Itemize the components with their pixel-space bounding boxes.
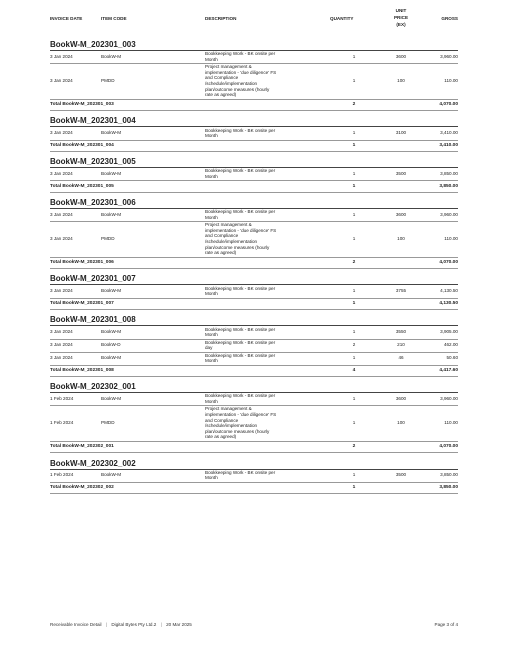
gross-cell: 110.00 [444,420,458,426]
unit-price-cell: 3600 [395,396,407,402]
row-divider [50,257,458,258]
description-line: Project management & [205,64,252,70]
gross-cell: 50.60 [446,355,458,361]
description-line: /schedule/implementation [205,239,258,245]
description-line: plan/outcome measures (hourly [205,428,270,434]
description-cell [205,470,309,481]
table-row [50,393,458,404]
quantity-cell: 1 [352,329,356,335]
description-line: Bookkeeping Work - BK onsite per [205,285,276,291]
row-divider [50,110,458,111]
table-row [50,222,458,256]
quantity-cell: 1 [352,78,356,84]
unit-price-cell: 3600 [395,53,407,59]
footer-report-name: Receivable Invoice Detail [50,622,102,627]
gross-cell: 3,850.00 [440,472,458,478]
group-total-label: Total BookW-M_202301_008 [50,367,114,373]
group-total-gross: 3,410.00 [439,142,458,148]
footer-date: 20 Mar 2025 [166,622,192,627]
footer-separator: | [160,622,162,627]
invoice-group-title: BookW-M_202301_005 [50,157,136,167]
table-row [50,64,458,98]
item-code-cell: PMDD [101,78,115,84]
invoice-date-cell: 3 Jan 2024 [50,355,73,361]
unit-price-cell: 210 [397,342,405,348]
description-line: Project management & [205,406,252,412]
group-total-gross: 3,850.00 [439,485,458,491]
item-code-cell: BookW-M [101,329,122,335]
gross-cell: 462.00 [443,342,458,348]
description-line: Project management & [205,222,252,228]
header-item-code: ITEM CODE [101,16,127,21]
group-total-quantity: 2 [352,444,356,450]
row-divider [50,376,458,377]
group-total-label: Total BookW-M_202301_005 [50,183,114,189]
unit-price-cell: 3500 [395,472,407,478]
group-total-quantity: 1 [352,142,356,148]
description-line: Month [205,398,218,404]
item-code-cell: PMDD [101,236,115,242]
description-line: and Compliance [205,417,239,423]
unit-price-cell: 3100 [395,130,407,136]
description-cell [205,222,309,256]
quantity-cell: 1 [352,171,356,177]
description-line: implementation - 'due diligence' FS [205,411,277,417]
description-cell [205,406,309,440]
item-code-cell: PMDD [101,420,115,426]
table-row [50,286,458,297]
description-line: rate as agreed) [205,92,237,98]
group-total-label: Total BookW-M_202301_004 [50,142,114,148]
description-line: and Compliance [205,233,239,239]
description-line: Bookkeeping Work - BK onsite per [205,469,276,475]
description-cell [205,353,309,364]
quantity-cell: 1 [352,420,356,426]
description-line: and Compliance [205,75,239,81]
invoice-group-title: BookW-M_202301_006 [50,198,136,208]
description-line: Bookkeeping Work - BK onsite per [205,51,276,57]
invoice-date-cell: 1 Feb 2024 [50,396,74,402]
item-code-cell: BookW-M [101,396,122,402]
description-line: Bookkeeping Work - BK onsite per [205,168,276,174]
header-unit-price-line3: (EX) [396,22,406,27]
unit-price-cell: 3500 [395,171,407,177]
group-total-label: Total BookW-M_202302_001 [50,444,114,450]
row-divider [50,493,458,494]
row-divider [50,151,458,152]
item-code-cell: BookW-M [101,53,122,59]
description-cell [205,286,309,297]
quantity-cell: 1 [352,472,356,478]
group-total-gross: 4,417.60 [439,367,458,373]
group-total-quantity: 1 [352,183,356,189]
gross-cell: 3,410.00 [440,130,458,136]
table-row [50,128,458,139]
invoice-date-cell: 3 Jan 2024 [50,171,73,177]
footer-page-number: Page 3 of 4 [434,622,458,627]
row-divider [50,309,458,310]
group-total-quantity: 2 [352,102,356,107]
row-divider [50,268,458,269]
description-cell [205,209,309,220]
invoice-date-cell: 3 Jan 2024 [50,53,73,59]
gross-cell: 3,850.00 [440,171,458,177]
item-code-cell: BookW-M [101,212,122,218]
description-line: Month [205,56,218,62]
description-line: Bookkeeping Work - BK onsite per [205,326,276,332]
item-code-cell: BookW-M [101,355,122,361]
row-divider [50,192,458,193]
description-line: Month [205,291,218,297]
group-total-label: Total BookW-M_202301_003 [50,102,114,107]
unit-price-cell: 3550 [395,329,407,335]
row-divider [50,365,458,366]
description-cell [205,168,309,179]
invoice-date-cell: 3 Jan 2024 [50,212,73,218]
group-total-label: Total BookW-M_202301_006 [50,260,114,266]
row-divider [50,298,458,299]
table-row [50,470,458,481]
footer-company: Digital Bytes Pty Ltd.2 [111,622,157,627]
unit-price-cell: 100 [397,236,405,242]
description-line: Bookkeeping Work - BK onsite per [205,352,276,358]
table-row [50,168,458,179]
item-code-cell: BookW-M [101,472,122,478]
quantity-cell: 1 [352,288,356,294]
row-divider [50,452,458,453]
description-cell [205,340,309,351]
description-line: Bookkeeping Work - BK onsite per [205,127,276,133]
group-total-gross: 4,070.00 [439,260,458,266]
item-code-cell: BookW-D [101,342,121,348]
description-line: day [205,345,213,351]
quantity-cell: 1 [352,130,356,136]
description-line: Month [205,332,218,338]
group-total-quantity: 2 [352,260,356,266]
header-invoice-date: INVOICE DATE [50,16,83,21]
description-line: /schedule/implementation [205,423,258,429]
description-line: Month [205,475,218,481]
group-total-label: Total BookW-M_202301_007 [50,301,114,306]
item-code-cell: BookW-M [101,130,122,136]
description-line: /schedule/implementation [205,80,258,86]
description-cell [205,393,309,404]
row-divider [50,441,458,442]
description-line: implementation - 'due diligence' FS [205,69,277,75]
row-divider [50,140,458,141]
unit-price-cell: 3755 [395,288,407,294]
table-row [50,327,458,338]
group-total-gross: 4,070.00 [439,444,458,450]
unit-price-cell: 100 [397,420,405,426]
row-divider [50,180,458,181]
invoice-group-title: BookW-M_202302_001 [50,382,136,392]
invoice-date-cell: 3 Jan 2024 [50,288,73,294]
invoice-group-title: BookW-M_202301_008 [50,315,136,325]
footer-separator: | [105,622,108,627]
group-total-label: Total BookW-M_202302_002 [50,485,114,491]
gross-cell: 3,960.00 [440,396,458,402]
gross-cell: 110.00 [444,78,458,84]
invoice-group-title: BookW-M_202302_002 [50,458,136,468]
table-row [50,340,458,351]
row-divider [50,482,458,483]
description-line: Bookkeeping Work - BK onsite per [205,393,276,399]
quantity-cell: 1 [352,236,356,242]
description-cell [205,327,309,338]
description-line: plan/outcome measures (hourly [205,86,270,92]
group-total-quantity: 1 [352,485,356,491]
row-divider [50,99,458,100]
header-description: DESCRIPTION [205,16,237,21]
header-gross: GROSS [441,16,458,21]
item-code-cell: BookW-M [101,288,122,294]
gross-cell: 3,905.00 [440,329,458,335]
gross-cell: 110.00 [444,236,458,242]
quantity-cell: 2 [352,342,356,348]
description-cell [205,64,309,98]
invoice-group-title: BookW-M_202301_007 [50,274,136,284]
invoice-date-cell: 1 Feb 2024 [50,472,74,478]
description-line: Bookkeeping Work - BK onsite per [205,209,276,215]
description-line: implementation - 'due diligence' FS [205,227,277,233]
description-line: plan/outcome measures (hourly [205,244,270,250]
group-total-gross: 3,850.00 [439,183,458,189]
unit-price-cell: 46 [398,355,404,361]
group-total-quantity: 1 [352,301,356,306]
description-line: Month [205,173,218,179]
description-line: rate as agreed) [205,250,237,256]
table-header [50,8,458,36]
description-line: Month [205,358,218,364]
description-cell [205,51,309,62]
description-line: Month [205,133,218,139]
description-cell [205,128,309,139]
table-row [50,353,458,364]
quantity-cell: 1 [352,355,356,361]
table-row [50,51,458,62]
invoice-date-cell: 3 Jan 2024 [50,130,73,136]
invoice-group-title: BookW-M_202301_004 [50,116,136,126]
invoice-group-title: BookW-M_202301_003 [50,40,136,49]
header-unit-price-line2: PRICE [393,15,409,20]
invoice-date-cell: 1 Feb 2024 [50,420,74,426]
table-row [50,209,458,220]
table-row [50,406,458,440]
header-unit-price-line1: UNIT [395,8,407,13]
invoice-date-cell: 3 Jan 2024 [50,342,73,348]
unit-price-cell: 3600 [395,212,407,218]
description-line: Bookkeeping Work - BK onsite per [205,339,276,345]
description-line: Month [205,214,218,220]
group-total-quantity: 4 [352,367,356,373]
quantity-cell: 1 [352,396,356,402]
gross-cell: 4,130.50 [440,288,458,294]
group-total-gross: 4,070.00 [439,102,458,107]
gross-cell: 3,960.00 [440,53,458,59]
unit-price-cell: 100 [397,78,405,84]
item-code-cell: BookW-M [101,171,122,177]
header-quantity: QUANTITY [330,16,354,21]
invoice-date-cell: 3 Jan 2024 [50,78,73,84]
quantity-cell: 1 [352,212,356,218]
invoice-date-cell: 3 Jan 2024 [50,236,73,242]
invoice-date-cell: 3 Jan 2024 [50,329,73,335]
group-total-gross: 4,130.50 [439,301,458,306]
description-line: rate as agreed) [205,434,237,440]
quantity-cell: 1 [352,53,356,59]
gross-cell: 3,960.00 [440,212,458,218]
